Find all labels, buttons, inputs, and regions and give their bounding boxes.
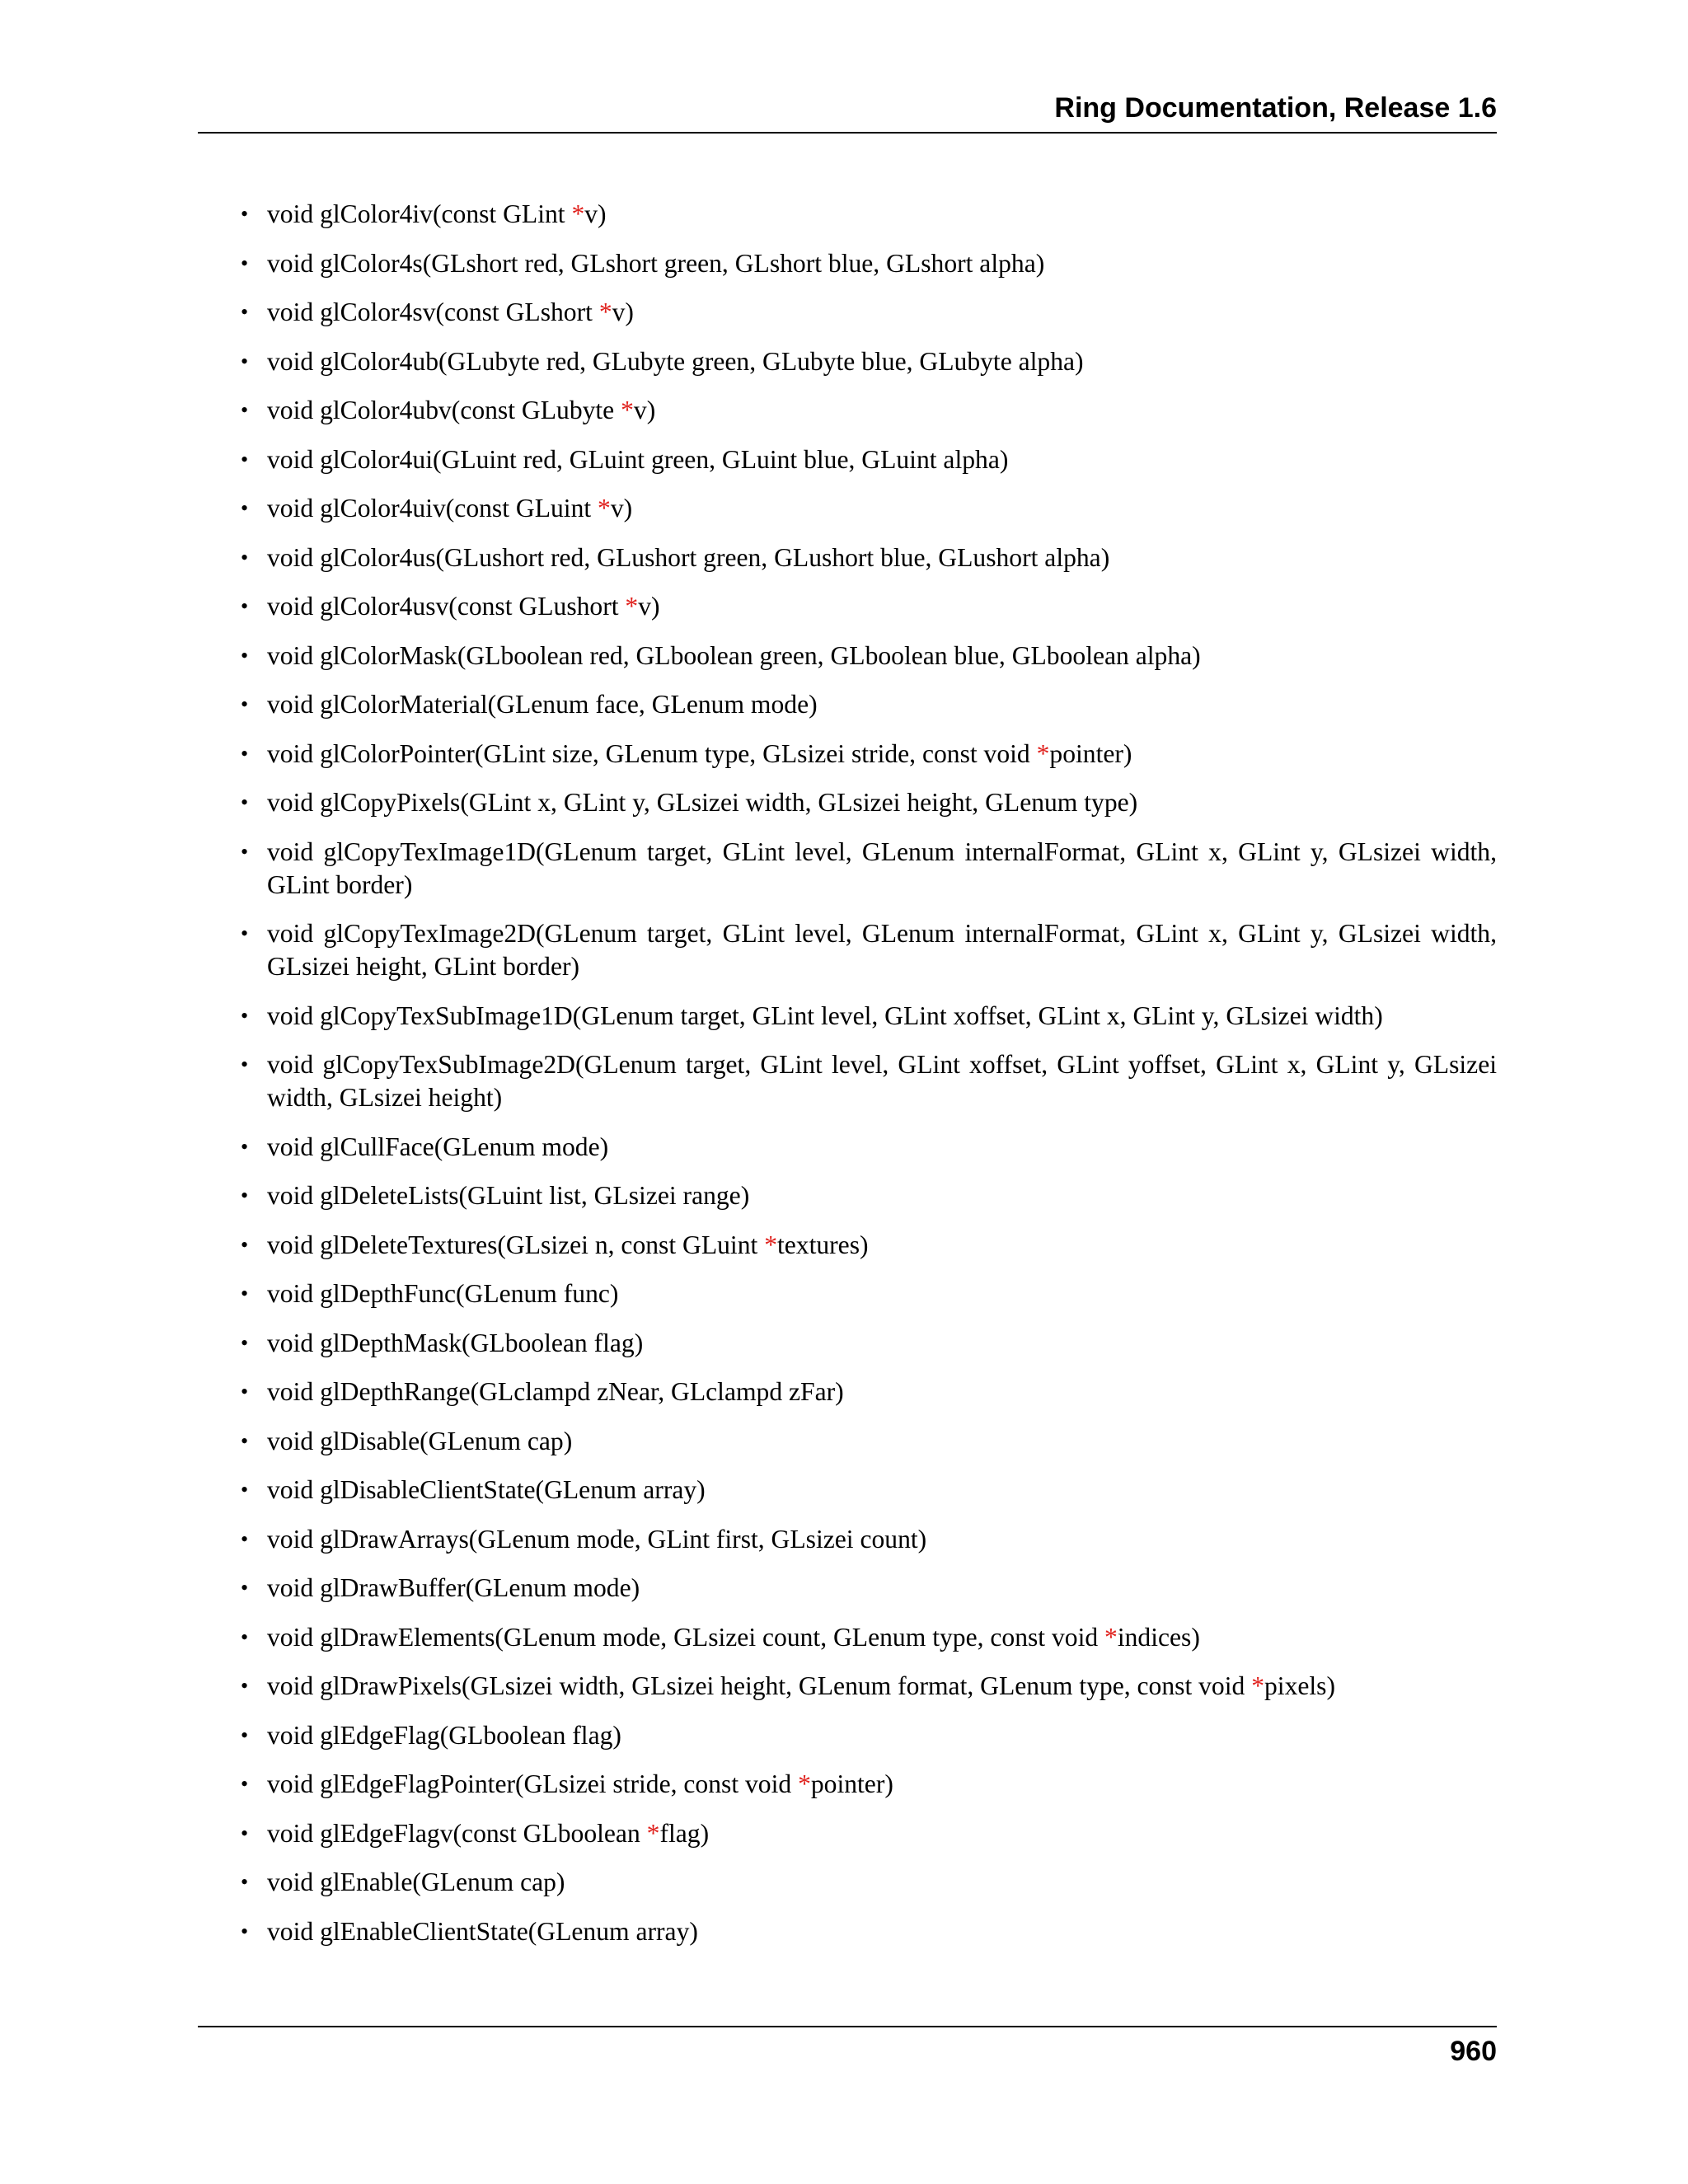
function-signature-item	[241, 541, 1497, 574]
signature-text-tail: pointer)	[1049, 738, 1132, 768]
function-signature-item	[241, 1277, 1497, 1310]
signature-text: void glDepthRange(GLclampd zNear, GLclampd zFar)	[267, 1377, 844, 1406]
function-signature-item	[241, 640, 1497, 673]
pointer-star: *	[1251, 1671, 1264, 1700]
signature-text: void glDepthMask(GLboolean flag)	[267, 1328, 644, 1357]
signature-text: void glColor4ubv(const GLubyte	[267, 396, 621, 424]
signature-text: void glDisable(GLenum cap)	[267, 1426, 573, 1455]
bullet-icon: •	[241, 545, 249, 569]
function-signature-item	[241, 492, 1497, 525]
function-signature-item	[241, 738, 1497, 771]
bullet-icon: •	[241, 349, 249, 373]
bullet-icon: •	[241, 839, 249, 864]
pointer-star: *	[646, 1818, 660, 1848]
signature-text-tail: v)	[584, 199, 607, 228]
bullet-icon: •	[241, 1134, 249, 1159]
bullet-icon: •	[241, 1232, 249, 1257]
function-signature-item	[241, 1376, 1497, 1408]
bullet-icon: •	[241, 1478, 249, 1502]
bullet-icon: •	[241, 643, 249, 668]
signature-text: void glColor4ub(GLubyte red, GLubyte green, GLubyte blue, GLubyte alpha)	[267, 346, 1084, 376]
signature-text: void glColor4s(GLshort red, GLshort green, GLshort blue, GLshort alpha)	[267, 248, 1045, 278]
bullet-icon: •	[241, 1282, 249, 1305]
bullet-icon: •	[241, 1526, 249, 1551]
function-signature-item	[241, 1000, 1497, 1033]
signature-text: void glColor4iv(const GLint	[267, 199, 572, 228]
signature-text: void glColor4us(GLushort red, GLushort green, GLushort blue, GLushort alpha)	[267, 542, 1110, 572]
bullet-icon: •	[241, 251, 249, 275]
function-signature-item	[241, 917, 1497, 983]
signature-text: void glEdgeFlagv(const GLboolean	[267, 1818, 647, 1848]
page-footer	[198, 2026, 1497, 2067]
bullet-icon: •	[241, 496, 249, 520]
signature-text: void glEdgeFlag(GLboolean flag)	[267, 1720, 621, 1750]
signature-text: void glDepthFunc(GLenum func)	[267, 1279, 619, 1308]
bullet-icon: •	[241, 447, 249, 471]
function-signature-item	[241, 1425, 1497, 1458]
signature-text: void glEnable(GLenum cap)	[267, 1868, 565, 1896]
bullet-icon: •	[241, 1428, 249, 1453]
pointer-star: *	[1104, 1622, 1118, 1652]
function-signature-item	[241, 1621, 1497, 1654]
signature-text: void glCopyTexImage2D(GLenum target, GLint level, GLenum internalFormat, GLint x, GLint y, GLsizei width, GLsizei height, GLint border)	[267, 919, 1497, 981]
function-signature-item	[241, 1866, 1497, 1899]
signature-text: void glDisableClientState(GLenum array)	[267, 1475, 706, 1504]
signature-text: void glDeleteLists(GLuint list, GLsizei range)	[267, 1181, 750, 1210]
signature-text: void glDrawElements(GLenum mode, GLsizei count, GLenum type, const void	[267, 1622, 1105, 1652]
signature-text: void glColor4usv(const GLushort	[267, 592, 626, 621]
document-title: Ring Documentation, Release 1.6	[1054, 92, 1497, 124]
signature-text: void glColor4uiv(const GLuint	[267, 494, 598, 523]
bullet-icon: •	[241, 1003, 249, 1028]
function-signature-item	[241, 1131, 1497, 1164]
function-signature-item	[241, 247, 1497, 280]
function-signature-item	[241, 1572, 1497, 1605]
function-signature-item	[241, 1915, 1497, 1948]
function-signature-item	[241, 1229, 1497, 1262]
bullet-icon: •	[241, 1576, 249, 1600]
signature-text-tail: pixels)	[1264, 1671, 1335, 1700]
signature-text: void glCopyTexImage1D(GLenum target, GLint level, GLenum internalFormat, GLint x, GLint y, GLsizei width, GLint border)	[267, 837, 1497, 899]
function-signature-item	[241, 345, 1497, 378]
bullet-icon: •	[241, 1183, 249, 1207]
function-signature-item	[241, 1474, 1497, 1507]
signature-text: void glDeleteTextures(GLsizei n, const GLuint	[267, 1230, 765, 1259]
bullet-icon: •	[241, 300, 249, 324]
bullet-icon: •	[241, 1624, 249, 1649]
signature-text-tail: v)	[638, 592, 660, 621]
signature-text: void glColor4sv(const GLshort	[267, 298, 599, 326]
function-signature-item	[241, 198, 1497, 231]
pointer-star: *	[764, 1230, 777, 1259]
function-signature-item	[241, 590, 1497, 623]
bullet-icon: •	[241, 398, 249, 422]
bullet-icon: •	[241, 1722, 249, 1747]
pointer-star: *	[598, 494, 611, 523]
signature-text-tail: v)	[612, 298, 634, 326]
signature-text-tail: v)	[633, 396, 656, 424]
function-signature-item	[241, 394, 1497, 427]
signature-text: void glColorMaterial(GLenum face, GLenum mode)	[267, 690, 818, 719]
bullet-icon: •	[241, 1380, 249, 1404]
page-header	[198, 89, 1497, 134]
signature-text: void glCopyTexSubImage2D(GLenum target, GLint level, GLint xoffset, GLint yoffset, GLint x, GLint y, GLsizei width, GLsizei height)	[267, 1050, 1497, 1112]
function-list	[241, 198, 1497, 1964]
signature-text: void glCullFace(GLenum mode)	[267, 1132, 609, 1161]
bullet-icon: •	[241, 1919, 249, 1943]
bullet-icon: •	[241, 692, 249, 716]
function-signature-item	[241, 1670, 1497, 1703]
page-number: 960	[1450, 2036, 1497, 2067]
signature-text-tail: textures)	[776, 1230, 869, 1259]
signature-text: void glColor4ui(GLuint red, GLuint green, GLuint blue, GLuint alpha)	[267, 444, 1009, 474]
function-signature-item	[241, 836, 1497, 902]
signature-text: void glDrawPixels(GLsizei width, GLsizei height, GLenum format, GLenum type, const void	[267, 1671, 1252, 1700]
bullet-icon: •	[241, 741, 249, 766]
signature-text: void glDrawArrays(GLenum mode, GLint first, GLsizei count)	[267, 1524, 927, 1554]
function-signature-item	[241, 786, 1497, 819]
pointer-star: *	[1036, 738, 1050, 768]
bullet-icon: •	[241, 790, 249, 814]
pointer-star: *	[571, 199, 585, 228]
bullet-icon: •	[241, 1674, 249, 1698]
signature-text: void glColorMask(GLboolean red, GLboolean green, GLboolean blue, GLboolean alpha)	[267, 640, 1201, 670]
bullet-icon: •	[241, 1821, 249, 1845]
signature-text: void glCopyTexSubImage1D(GLenum target, GLint level, GLint xoffset, GLint x, GLint y, GLsizei width)	[267, 1001, 1383, 1030]
function-signature-item	[241, 296, 1497, 329]
bullet-icon: •	[241, 1870, 249, 1894]
function-signature-item	[241, 1179, 1497, 1212]
pointer-star: *	[598, 298, 612, 326]
signature-text: void glDrawBuffer(GLenum mode)	[267, 1573, 640, 1602]
signature-text-tail: indices)	[1117, 1622, 1200, 1652]
bullet-icon: •	[241, 1330, 249, 1355]
signature-text-tail: v)	[610, 494, 633, 523]
function-signature-item	[241, 1048, 1497, 1114]
function-signature-item	[241, 1768, 1497, 1801]
signature-text-tail: pointer)	[810, 1769, 893, 1798]
bullet-icon: •	[241, 921, 249, 945]
signature-text: void glColorPointer(GLint size, GLenum type, GLsizei stride, const void	[267, 738, 1037, 768]
function-signature-item	[241, 688, 1497, 721]
signature-text: void glEdgeFlagPointer(GLsizei stride, const void	[267, 1769, 799, 1798]
bullet-icon: •	[241, 594, 249, 618]
bullet-icon: •	[241, 1052, 249, 1076]
pointer-star: *	[621, 396, 634, 424]
bullet-icon: •	[241, 1772, 249, 1796]
bullet-icon: •	[241, 202, 249, 226]
function-signature-item	[241, 1817, 1497, 1850]
pointer-star: *	[625, 592, 639, 621]
signature-text: void glEnableClientState(GLenum array)	[267, 1916, 698, 1946]
pointer-star: *	[798, 1769, 811, 1798]
function-signature-item	[241, 1327, 1497, 1360]
function-signature-item	[241, 1719, 1497, 1752]
function-signature-item	[241, 1523, 1497, 1556]
signature-text-tail: flag)	[659, 1818, 710, 1848]
function-signature-item	[241, 443, 1497, 476]
signature-text: void glCopyPixels(GLint x, GLint y, GLsizei width, GLsizei height, GLenum type)	[267, 788, 1138, 817]
